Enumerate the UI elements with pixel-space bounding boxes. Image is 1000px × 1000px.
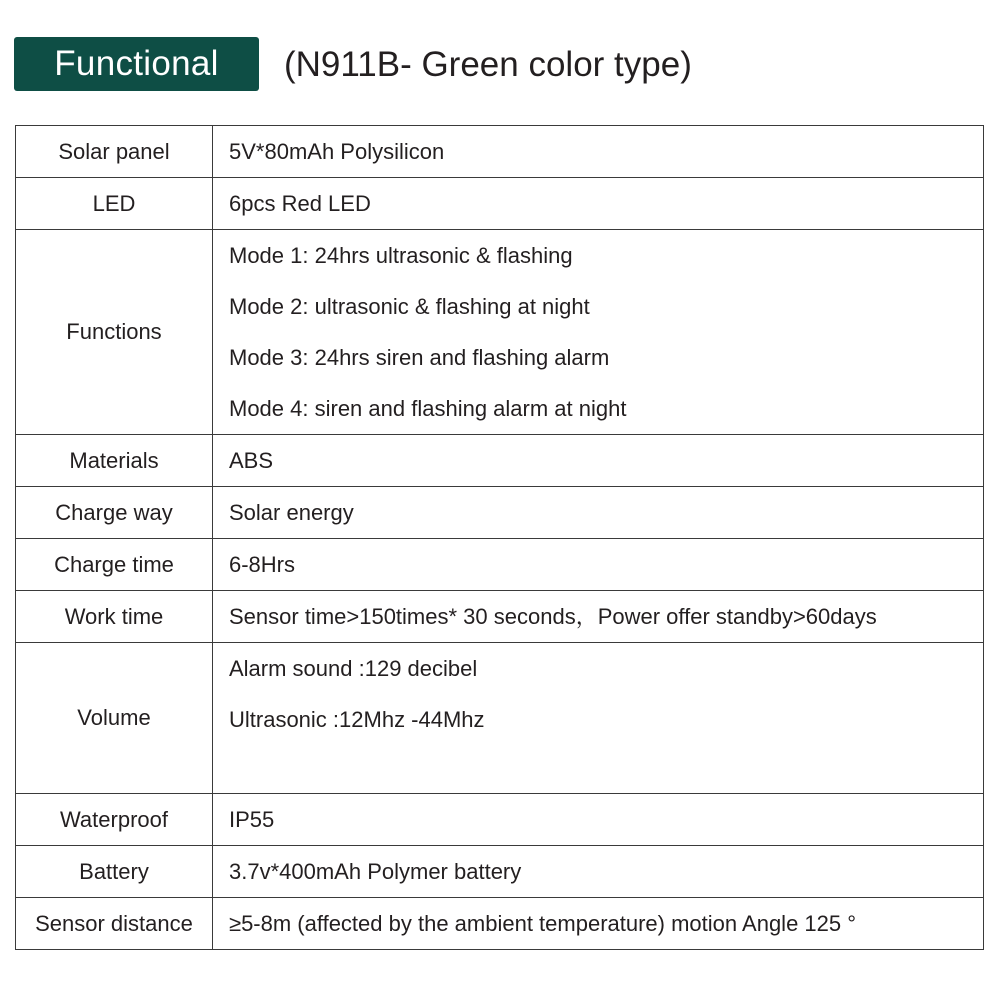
spec-value-line: Mode 1: 24hrs ultrasonic & flashing	[229, 243, 573, 268]
spec-value: IP55	[213, 794, 984, 846]
spec-value-line: Mode 2: ultrasonic & flashing at night	[229, 294, 590, 319]
spec-value: 6-8Hrs	[213, 539, 984, 591]
spec-value-line: Mode 3: 24hrs siren and flashing alarm	[229, 345, 610, 370]
spec-label: LED	[16, 178, 213, 230]
spec-label: Functions	[16, 230, 213, 435]
spec-value: 3.7v*400mAh Polymer battery	[213, 846, 984, 898]
table-row	[16, 846, 984, 898]
spec-label: Battery	[16, 846, 213, 898]
product-subtitle: (N911B- Green color type)	[284, 45, 692, 84]
spec-value: 5V*80mAh Polysilicon	[213, 126, 984, 178]
spec-label: Materials	[16, 435, 213, 487]
spec-label: Sensor distance	[16, 898, 213, 950]
spec-value: ≥5-8m (affected by the ambient temperature) motion Angle 125 °	[213, 898, 984, 950]
spec-value: ABS	[213, 435, 984, 487]
spec-label: Charge way	[16, 487, 213, 539]
spec-label: Charge time	[16, 539, 213, 591]
spec-value: Sensor time>150times* 30 seconds，Power offer standby>60days	[213, 591, 984, 643]
table-row	[16, 643, 984, 794]
spec-label: Solar panel	[16, 126, 213, 178]
spec-value-multiline	[213, 643, 984, 794]
table-row	[16, 178, 984, 230]
spec-value-line: Alarm sound :129 decibel	[229, 656, 478, 681]
table-row	[16, 898, 984, 950]
section-badge: Functional	[14, 37, 259, 91]
spec-value-line: Ultrasonic :12Mhz -44Mhz	[229, 707, 485, 732]
table-row	[16, 591, 984, 643]
table-row	[16, 230, 984, 435]
spec-table	[15, 125, 984, 950]
spec-label: Work time	[16, 591, 213, 643]
spec-value-multiline	[213, 230, 984, 435]
spec-value-line: Mode 4: siren and flashing alarm at night	[229, 396, 627, 421]
table-row	[16, 794, 984, 846]
table-row	[16, 487, 984, 539]
spec-label: Waterproof	[16, 794, 213, 846]
spec-label: Volume	[16, 643, 213, 794]
table-row	[16, 435, 984, 487]
table-row	[16, 539, 984, 591]
spec-value: Solar energy	[213, 487, 984, 539]
table-row	[16, 126, 984, 178]
spec-value: 6pcs Red LED	[213, 178, 984, 230]
